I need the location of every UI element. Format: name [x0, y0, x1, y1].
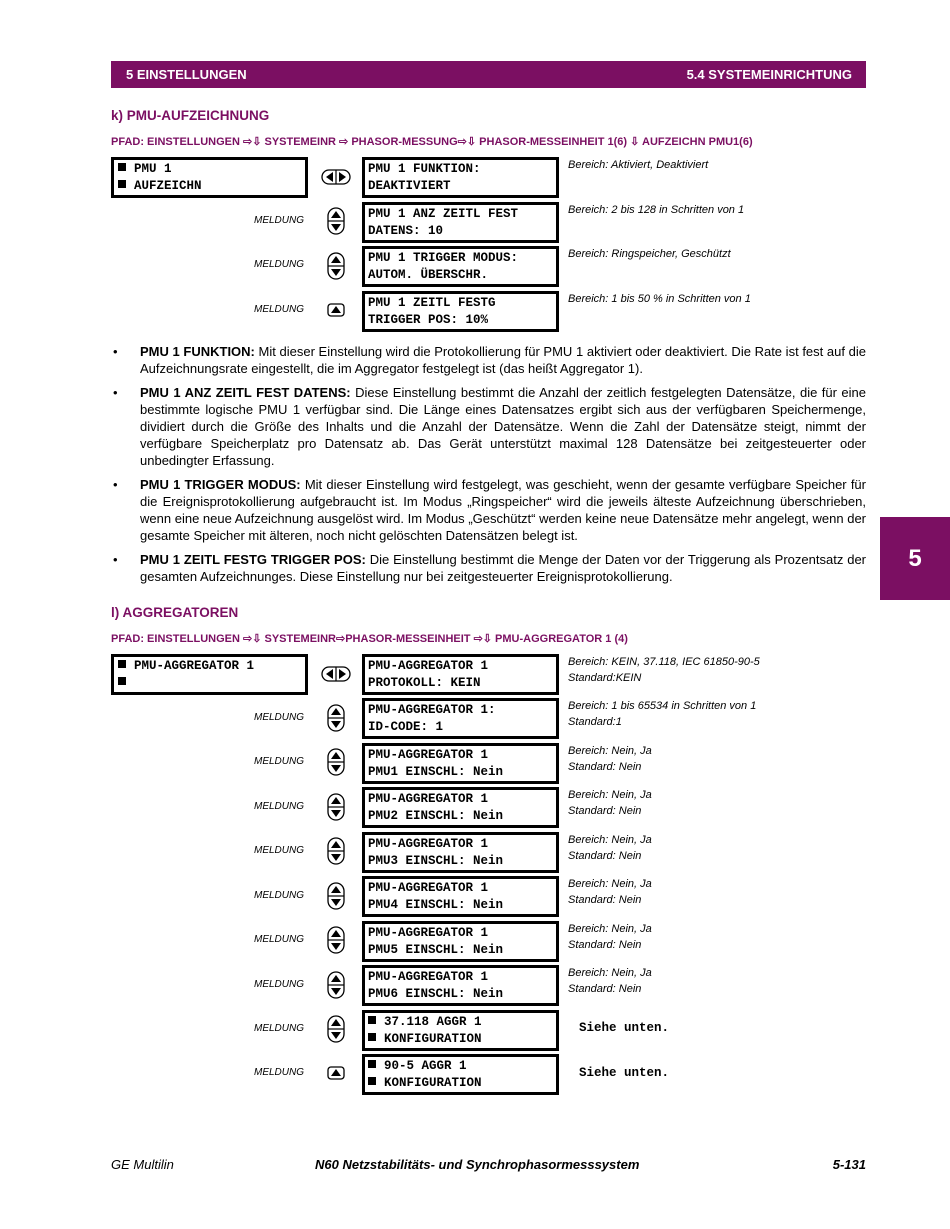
footer-company: GE Multilin — [111, 1157, 174, 1172]
up-down-arrow-keys-icon — [327, 971, 345, 999]
aggregator-37118-config-display: 37.118 AGGR 1 KONFIGURATION — [362, 1010, 559, 1051]
range-note: Bereich: 1 bis 50 % in Schritten von 1 — [568, 293, 751, 305]
up-down-arrow-keys-icon — [327, 1015, 345, 1043]
aggregator-pmu4-include-display: PMU-AGGREGATOR 1 PMU4 EINSCHL: Nein — [362, 876, 559, 917]
aggregator-pmu3-include-display: PMU-AGGREGATOR 1 PMU3 EINSCHL: Nein — [362, 832, 559, 873]
left-right-arrow-keys-icon — [321, 666, 351, 682]
range-note: Bereich: Nein, Ja Standard: Nein — [568, 745, 652, 773]
meldung-label: MELDUNG — [254, 215, 305, 226]
up-down-arrow-keys-icon — [327, 748, 345, 776]
meldung-label: MELDUNG — [254, 259, 305, 270]
range-note: Bereich: Nein, Ja Standard: Nein — [568, 834, 652, 862]
footer-product-title: N60 Netzstabilitäts- und Synchrophasormesssystem — [315, 1157, 640, 1172]
bullet-square-icon — [118, 677, 126, 685]
bullet-square-icon — [118, 163, 126, 171]
bullet-square-icon — [368, 1033, 376, 1041]
up-arrow-key-icon — [327, 303, 345, 317]
meldung-label: MELDUNG — [254, 304, 305, 315]
up-down-arrow-keys-icon — [327, 207, 345, 235]
range-note: Bereich: KEIN, 37.118, IEC 61850-90-5 Standard:KEIN — [568, 656, 760, 684]
meldung-label: MELDUNG — [254, 756, 305, 767]
up-down-arrow-keys-icon — [327, 252, 345, 280]
meldung-label: MELDUNG — [254, 1023, 305, 1034]
range-note: Bereich: Nein, Ja Standard: Nein — [568, 967, 652, 995]
meldung-label: MELDUNG — [254, 1067, 305, 1078]
pmu1-trigger-mode-display: PMU 1 TRIGGER MODUS: AUTOM. ÜBERSCHR. — [362, 246, 559, 287]
description-item: • PMU 1 ANZ ZEITL FEST DATENS: Diese Einstellung bestimmt die Anzahl der zeitlich festgelegten Datensätze, die für eine bestimmte logische PMU 1 verfügbar sind. Die Länge eines Datensatzes ergibt sich aus der verfügbaren Speichermenge, dividiert durch die Größe des Inhalts und die Anzahl der Datensätze. Wenn die Zahl der Datensätze steigt, nimmt der verfügbare Speicherplatz pro Datensatz ab. Das Gerät unterstützt maximal 128 Datensätze bei zeitgesteuerter oder unbedingter Erfassung. — [113, 385, 866, 468]
chapter-header-bar — [111, 61, 866, 88]
meldung-label: MELDUNG — [254, 934, 305, 945]
up-down-arrow-keys-icon — [327, 926, 345, 954]
section-k-path: PFAD: EINSTELLUNGEN ⇨⇩ SYSTEMEINR ⇨ PHASOR-MESSUNG⇨⇩ PHASOR-MESSEINHEIT 1(6) ⇩ AUFZEICHN PMU1(6) — [111, 136, 753, 148]
bullet-square-icon — [368, 1060, 376, 1068]
up-down-arrow-keys-icon — [327, 882, 345, 910]
range-note: Bereich: Nein, Ja Standard: Nein — [568, 923, 652, 951]
aggregator-id-code-display: PMU-AGGREGATOR 1: ID-CODE: 1 — [362, 698, 559, 739]
description-item: • PMU 1 FUNKTION: Mit dieser Einstellung wird die Protokollierung für PMU 1 aktiviert oder deaktiviert. Die Rate ist fest auf die Aufzeichnungsrate eingestellt, die im Aggregator festgelegt ist (das heißt Aggregator 1). — [113, 344, 866, 376]
pmu1-function-display: PMU 1 FUNKTION: DEAKTIVIERT — [362, 157, 559, 198]
chapter-title: 5 EINSTELLUNGEN — [126, 67, 247, 82]
aggregator-pmu5-include-display: PMU-AGGREGATOR 1 PMU5 EINSCHL: Nein — [362, 921, 559, 962]
section-l-title: l) AGGREGATOREN — [111, 605, 239, 620]
meldung-label: MELDUNG — [254, 979, 305, 990]
aggregator-905-config-display: 90-5 AGGR 1 KONFIGURATION — [362, 1054, 559, 1095]
section-title: 5.4 SYSTEMEINRICHTUNG — [686, 67, 852, 82]
pmu1-fixed-records-display: PMU 1 ANZ ZEITL FEST DATENS: 10 — [362, 202, 559, 243]
pmu-aggregator-menu-display: PMU-AGGREGATOR 1 — [111, 654, 308, 695]
footer-page-number: 5-131 — [832, 1157, 866, 1172]
meldung-label: MELDUNG — [254, 801, 305, 812]
description-item: • PMU 1 ZEITL FESTG TRIGGER POS: Die Einstellung bestimmt die Menge der Daten vor der Triggerung als Prozentsatz der gesamten Aufzeichnunges. Diese Einstellung nur bei zeitgesteuerter Ereignisprotokollierung. — [113, 552, 867, 584]
aggregator-pmu1-include-display: PMU-AGGREGATOR 1 PMU1 EINSCHL: Nein — [362, 743, 559, 784]
bullet-square-icon — [118, 180, 126, 188]
aggregator-protocol-display: PMU-AGGREGATOR 1 PROTOKOLL: KEIN — [362, 654, 559, 695]
left-right-arrow-keys-icon — [321, 169, 351, 185]
section-l-path: PFAD: EINSTELLUNGEN ⇨⇩ SYSTEMEINR⇨PHASOR-MESSEINHEIT ⇨⇩ PMU-AGGREGATOR 1 (4) — [111, 633, 628, 645]
range-note: Bereich: Aktiviert, Deaktiviert — [568, 159, 709, 171]
range-note: Bereich: Nein, Ja Standard: Nein — [568, 878, 652, 906]
section-k-title: k) PMU-AUFZEICHNUNG — [111, 108, 270, 123]
pmu1-trigger-position-display: PMU 1 ZEITL FESTG TRIGGER POS: 10% — [362, 291, 559, 332]
chapter-side-tab: 5 — [880, 517, 950, 600]
description-item: • PMU 1 TRIGGER MODUS: Mit dieser Einstellung wird festgelegt, was geschieht, wenn der gesamte verfügbare Speicher für die Ereignisprotokollierung aufgebraucht ist. Im Modus „Ringspeicher“ wird die jeweils älteste Aufzeichnung überschrieben, wenn eine neue Aufzeichnung ausgelöst wird. Im Modus „Geschützt“ werden keine neue Datensätze mehr angelegt, wenn der gesamte Speicher mit älteren, noch nicht gelöschten Datensätzen belegt ist. — [113, 477, 866, 543]
range-note: Bereich: 2 bis 128 in Schritten von 1 — [568, 204, 745, 216]
range-note: Bereich: Ringspeicher, Geschützt — [568, 248, 731, 260]
pmu-recording-menu-display: PMU 1 AUFZEICHN — [111, 157, 308, 198]
see-below-note: Siehe unten. — [579, 1066, 670, 1080]
meldung-label: MELDUNG — [254, 712, 305, 723]
aggregator-pmu2-include-display: PMU-AGGREGATOR 1 PMU2 EINSCHL: Nein — [362, 787, 559, 828]
up-down-arrow-keys-icon — [327, 837, 345, 865]
range-note: Bereich: 1 bis 65534 in Schritten von 1 Standard:1 — [568, 700, 757, 728]
see-below-note: Siehe unten. — [579, 1021, 670, 1035]
bullet-square-icon — [368, 1016, 376, 1024]
up-down-arrow-keys-icon — [327, 704, 345, 732]
meldung-label: MELDUNG — [254, 845, 305, 856]
range-note: Bereich: Nein, Ja Standard: Nein — [568, 789, 652, 817]
bullet-square-icon — [368, 1077, 376, 1085]
up-arrow-key-icon — [327, 1066, 345, 1080]
up-down-arrow-keys-icon — [327, 793, 345, 821]
meldung-label: MELDUNG — [254, 890, 305, 901]
setting-descriptions — [111, 343, 866, 592]
aggregator-pmu6-include-display: PMU-AGGREGATOR 1 PMU6 EINSCHL: Nein — [362, 965, 559, 1006]
bullet-square-icon — [118, 660, 126, 668]
